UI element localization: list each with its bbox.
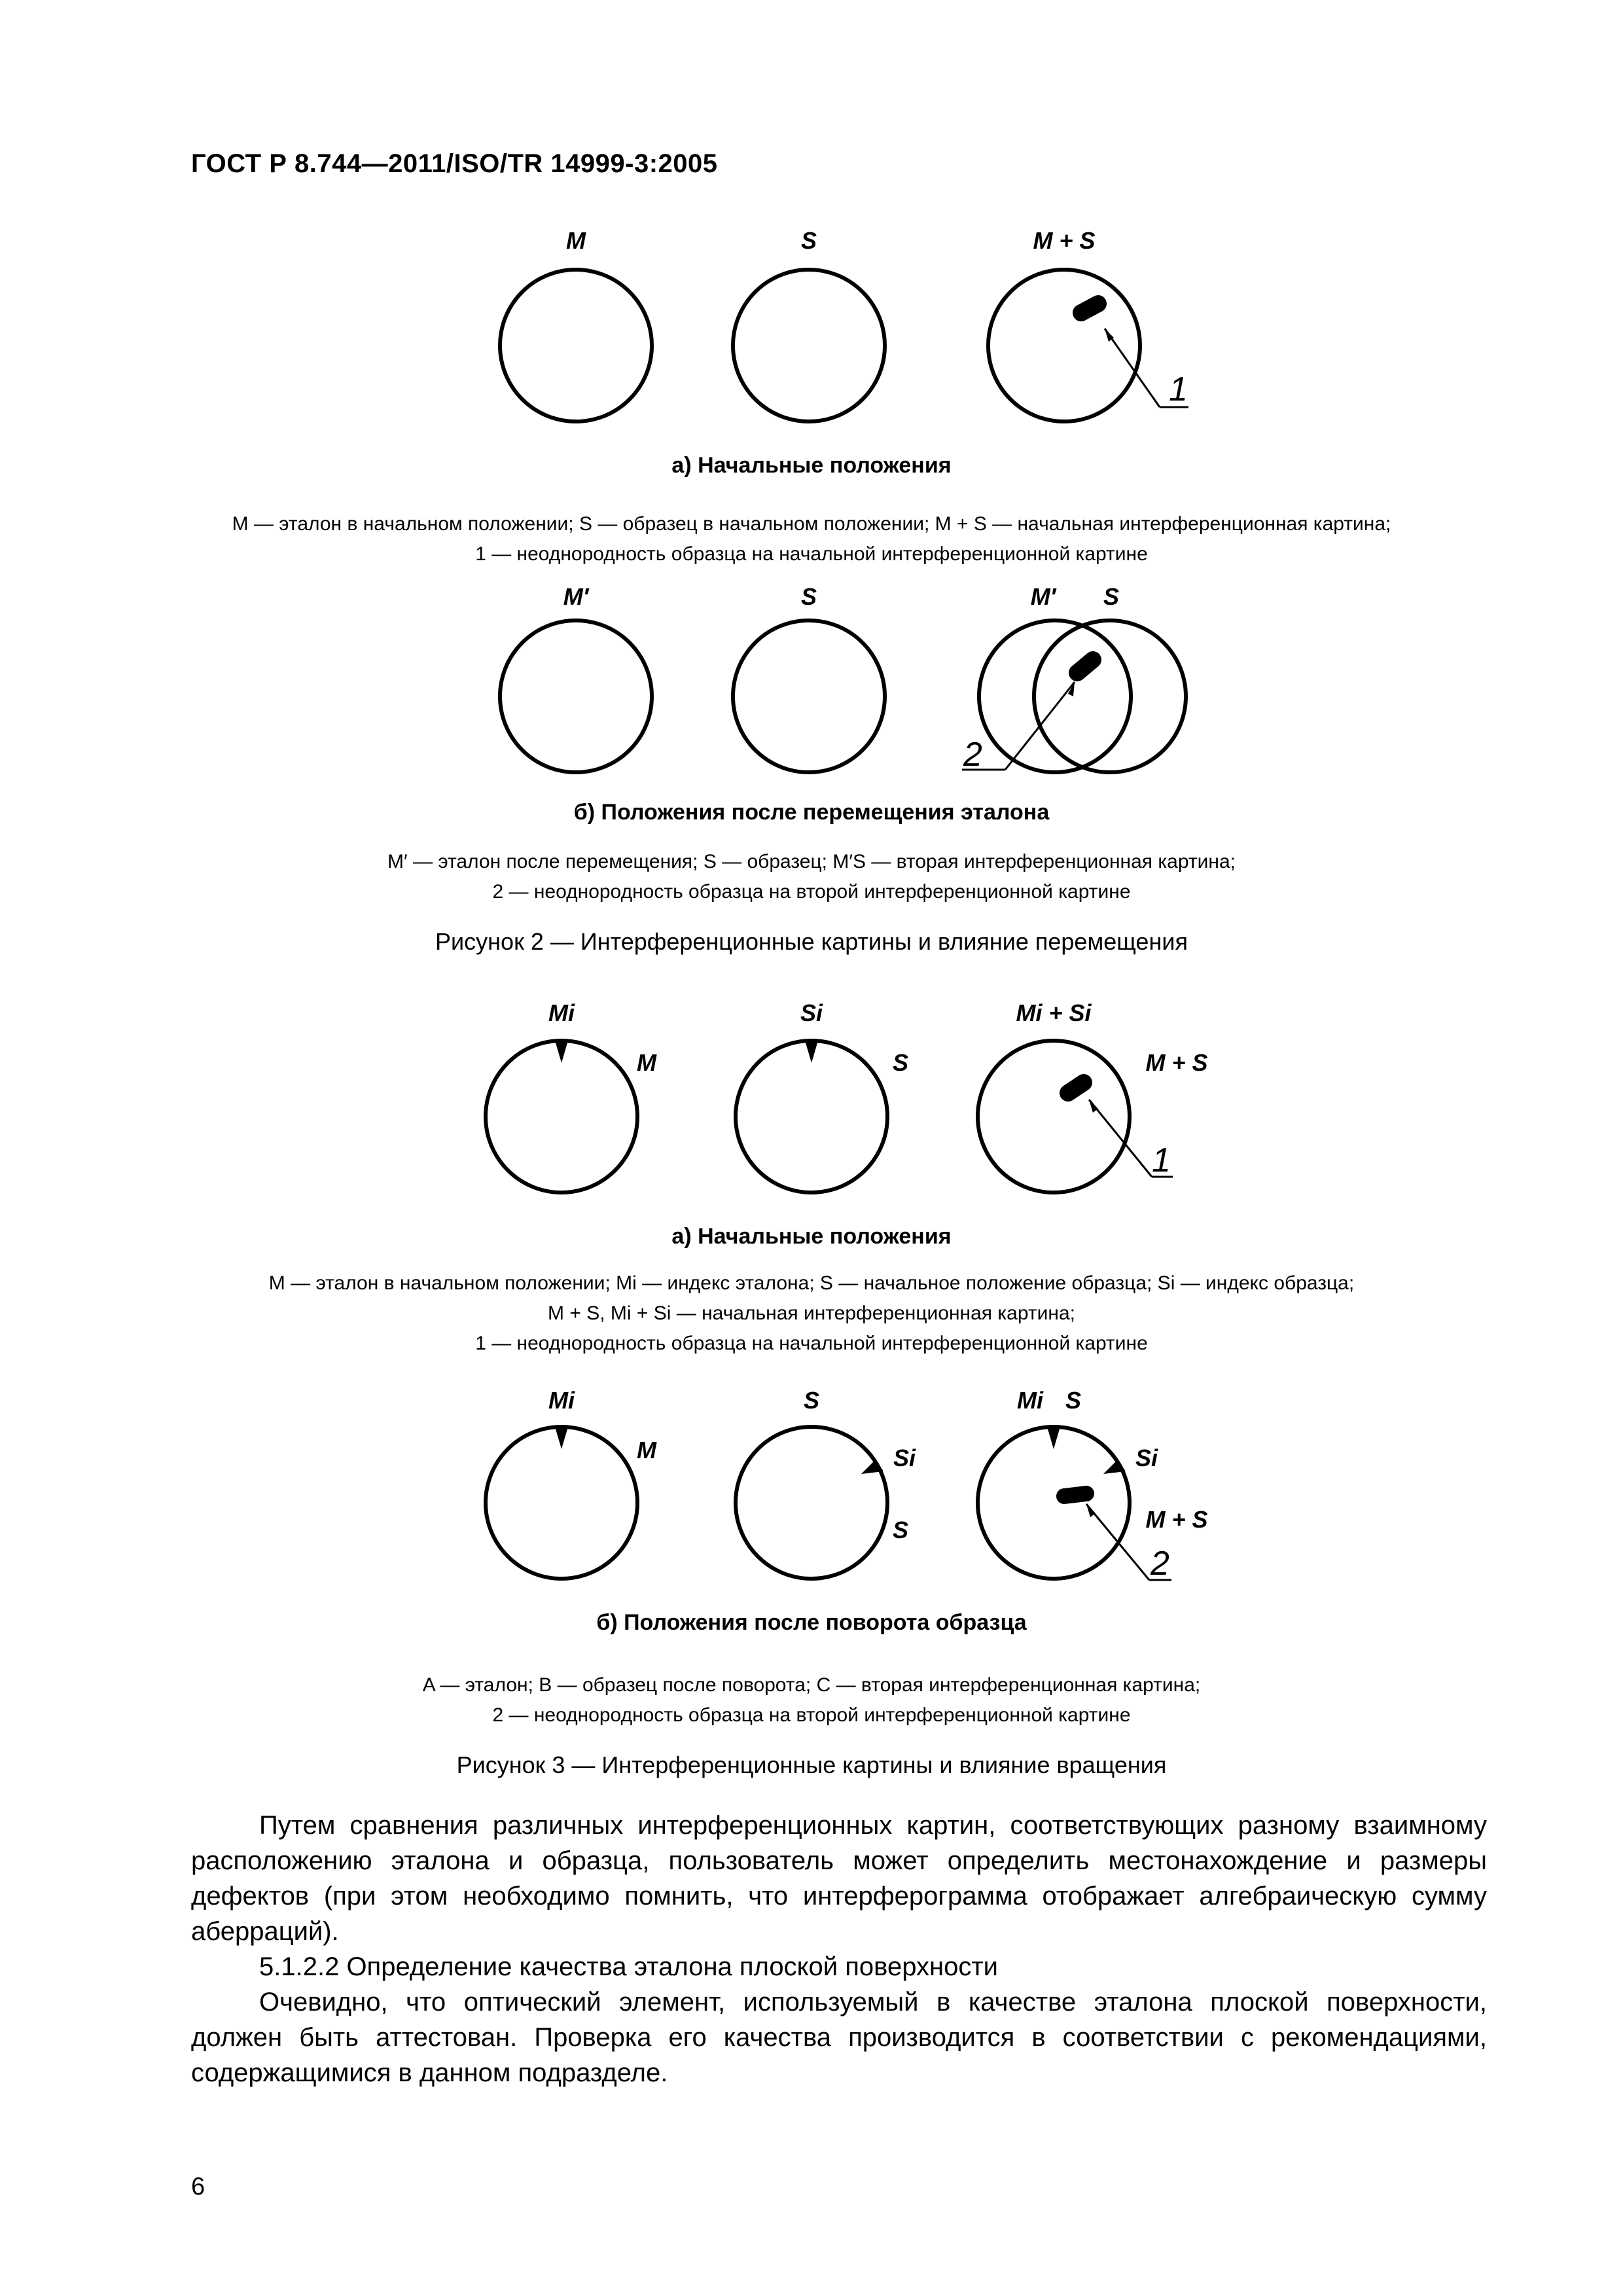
inhomogeneity-mark: [1077, 660, 1093, 673]
label-m-plus-s: M + S: [1145, 1049, 1208, 1076]
circle-etalon: [486, 1041, 637, 1193]
figure-3b-diagram: [0, 1381, 1623, 1604]
label-s: S: [892, 1049, 909, 1076]
circle-etalon: [486, 1427, 637, 1579]
label-m: M: [637, 1049, 656, 1076]
label-si: Si: [800, 999, 823, 1026]
inhomogeneity-mark: [1068, 1083, 1084, 1093]
label-si-pair: Si: [1135, 1444, 1158, 1471]
paragraph: Очевидно, что оптический элемент, используемый в качестве эталона плоской поверхности, должен быть аттестован. Проверка его качества производится в соответствии с рекомендациями, содержащимися в данном подразделе.: [191, 1988, 1487, 2087]
label-m-prime: M′: [563, 583, 589, 610]
legend-line: M + S, Mi + Si — начальная интерференционная картина;: [548, 1302, 1075, 1324]
figure-3b-legend: [0, 1670, 1623, 1731]
figure-3a-caption: а) Начальные положения: [671, 1224, 952, 1249]
document-header: ГОСТ Р 8.744—2011/ISO/TR 14999-3:2005: [191, 149, 718, 178]
legend-line: 2 — неоднородность образца на второй интерференционной картине: [492, 1704, 1131, 1726]
label-mi-pair: Mi: [1017, 1387, 1043, 1414]
legend-line: 1 — неоднородность образца на начальной интерференционной картине: [475, 1333, 1148, 1354]
etalon-index-mark: [1047, 1427, 1060, 1449]
etalon-index-mark: [555, 1041, 568, 1063]
legend-line: M — эталон в начальном положении; S — образец в начальном положении; M + S — начальная интерференционная картина;: [232, 513, 1391, 535]
figure-2b-diagram: [0, 576, 1623, 792]
label-s-bottom: S: [892, 1516, 909, 1543]
circle-etalon: [500, 270, 652, 422]
label-s: S: [800, 583, 817, 610]
circle-sample: [736, 1041, 887, 1193]
legend-line: M′ — эталон после перемещения; S — образец; M′S — вторая интерференционная картина;: [387, 851, 1236, 872]
legend-line: A — эталон; B — образец после поворота; C — вторая интерференционная картина;: [422, 1674, 1201, 1696]
figure-2b-legend: [0, 847, 1623, 907]
inhomogeneity-mark: [1081, 304, 1098, 313]
label-mi-plus-si: Mi + Si: [1016, 999, 1092, 1026]
figure-3a-legend: [0, 1268, 1623, 1359]
label-mi: Mi: [548, 1387, 575, 1414]
figure-2a-caption: а) Начальные положения: [671, 453, 952, 478]
callout-number: 1: [1152, 1141, 1171, 1179]
circle-etalon-moved: [500, 620, 652, 772]
circle-sample: [733, 270, 885, 422]
figure-3a-diagram: [0, 995, 1623, 1217]
label-m-plus-s: M + S: [1145, 1506, 1208, 1533]
section-heading: 5.1.2.2 Определение качества эталона плоской поверхности: [259, 1952, 999, 1981]
callout-number: 2: [1150, 1545, 1169, 1583]
label-m-prime-pair: M′: [1030, 583, 1056, 610]
callout-leader: [1105, 329, 1160, 407]
legend-line: 1 — неоднородность образца на начальной интерференционной картине: [475, 543, 1148, 565]
figure-2a-diagram: [0, 223, 1623, 445]
label-s-top: S: [803, 1387, 820, 1414]
legend-line: M — эталон в начальном положении; Mi — индекс эталона; S — начальное положение образца; Si — индекс образца;: [268, 1272, 1355, 1294]
callout-number: 1: [1169, 370, 1188, 408]
figure-3-title: Рисунок 3 — Интерференционные картины и влияние вращения: [456, 1751, 1167, 1778]
figure-2a-legend: [0, 509, 1623, 569]
figure-2b-caption: б) Положения после перемещения эталона: [573, 800, 1050, 825]
circle-sample: [733, 620, 885, 772]
inhomogeneity-mark: [1064, 1494, 1086, 1496]
callout-arrowhead: [1086, 1504, 1096, 1517]
label-s-pair: S: [1103, 583, 1120, 610]
figure-2-title: Рисунок 2 — Интерференционные картины и влияние перемещения: [435, 928, 1188, 955]
etalon-index-mark: [555, 1427, 568, 1449]
label-m: M: [566, 227, 586, 254]
label-s-pair: S: [1065, 1387, 1082, 1414]
circle-interference: [978, 1041, 1130, 1193]
legend-line: 2 — неоднородность образца на второй интерференционной картине: [492, 881, 1131, 903]
callout-leader: [1089, 1100, 1152, 1177]
callout-number: 2: [963, 736, 982, 774]
label-s: S: [800, 227, 817, 254]
label-mi: Mi: [548, 999, 575, 1026]
sample-index-mark: [805, 1041, 818, 1063]
page-number: 6: [191, 2173, 205, 2200]
label-m-plus-s: M + S: [1033, 227, 1096, 254]
paragraph: Путем сравнения различных интерференционных картин, соответствующих разному взаимному расположению эталона и образца, пользователь может определить местонахождение и размеры дефектов (при этом необходимо помнить, что интерферограмма отображает алгебраическую сумму аберраций).: [191, 1811, 1487, 1946]
callout-leader: [1086, 1504, 1149, 1580]
circle-interference: [978, 1427, 1130, 1579]
circle-sample-rotated: [736, 1427, 887, 1579]
figure-3b-caption: б) Положения после поворота образца: [596, 1610, 1027, 1635]
label-si: Si: [893, 1444, 916, 1471]
label-m: M: [637, 1437, 656, 1463]
body-text: [191, 1808, 1487, 2090]
